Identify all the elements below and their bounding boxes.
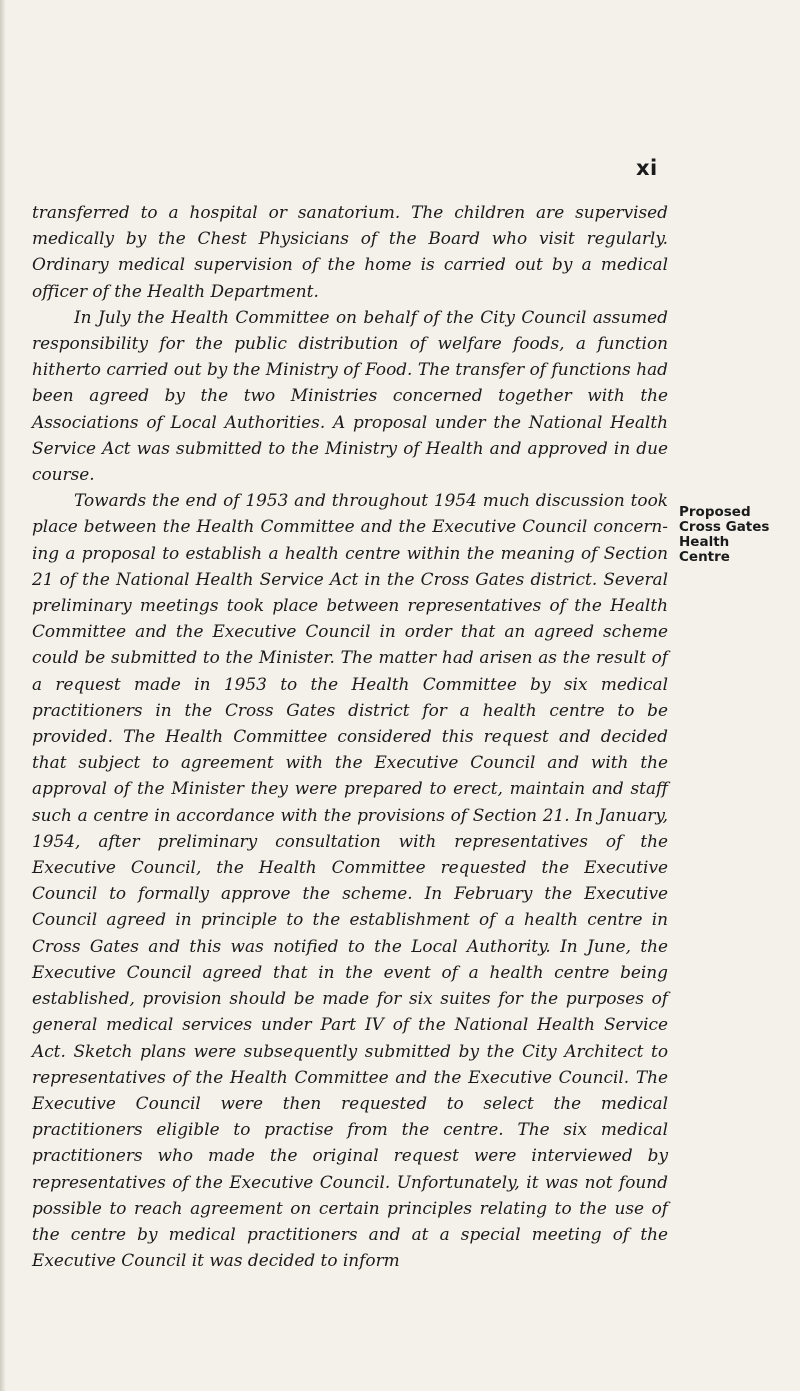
margin-note-proposed-health-centre <box>679 505 800 565</box>
margin-note-line-2: Cross Gates <box>679 519 770 535</box>
page-edge-shadow <box>0 0 6 1391</box>
paragraph-health-centre: Towards the end of 1953 and throughout 1954 much discussion took place between the Health Committee and the Executive Council concern-ing a proposal to establish a health centre within the meaning of Section 21 of the National Health Service Act in the Cross Gates district. Several preliminary meetings took place between representatives of the Health Committee and the Executive Council in order that an agreed scheme could be submitted to the Minister. The matter had arisen as the result of a request made in 1953 to the Health Committee by six medical practitioners in the Cross Gates district for a health centre to be provided. The Health Committee considered this request and decided that subject to agreement with the Executive Council and with the approval of the Minister they were prepared to erect, maintain and staff such a centre in accordance with the provisions of Section 21. In January, 1954, after preliminary consultation with representatives of the Executive Council, the Health Committee requested the Executive Council to formally approve the scheme. In February the Executive Council agreed in principle to the establishment of a health centre in Cross Gates and this was notified to the Local Authority. In June, the Executive Council agreed that in the event of a health centre being established, provision should be made for six suites for the purposes of general medical services under Part IV of the National Health Service Act. Sketch plans were subsequently submitted by the City Architect to representatives of the Health Committee and the Executive Council. The Executive Council were then requested to select the medical practitioners eligible to practise from the centre. The six medical practitioners who made the original request were interviewed by representatives of the Executive Council. Unfortunately, it was not found possible to reach agreement on certain principles relating to the use of the centre by medical practitioners and at a special meeting of the Executive Council it was decided to inform <box>32 490 668 1271</box>
paragraph-supervision: transferred to a hospital or sanatorium. The children are supervised medically by the Chest Physicians of the Board who visit regularly. Ordinary medical supervision of the home is carried out by a medical officer of the Health Department. <box>32 202 668 301</box>
margin-note-line-4: Centre <box>679 549 730 565</box>
paragraph-welfare-foods: In July the Health Committee on behalf of the City Council assumed responsibility for the public distribution of welfare foods, a function hitherto carried out by the Ministry of Food. The transfer of functions had been agreed by the two Ministries concerned together with the Associations of Local Authorities. A proposal under the National Health Service Act was submitted to the Ministry of Health and approved in due course. <box>32 306 668 485</box>
margin-note-line-1: Proposed <box>679 504 751 520</box>
page-number: xi <box>636 156 658 180</box>
body-text <box>32 199 668 1273</box>
margin-note-line-3: Health <box>679 534 730 550</box>
